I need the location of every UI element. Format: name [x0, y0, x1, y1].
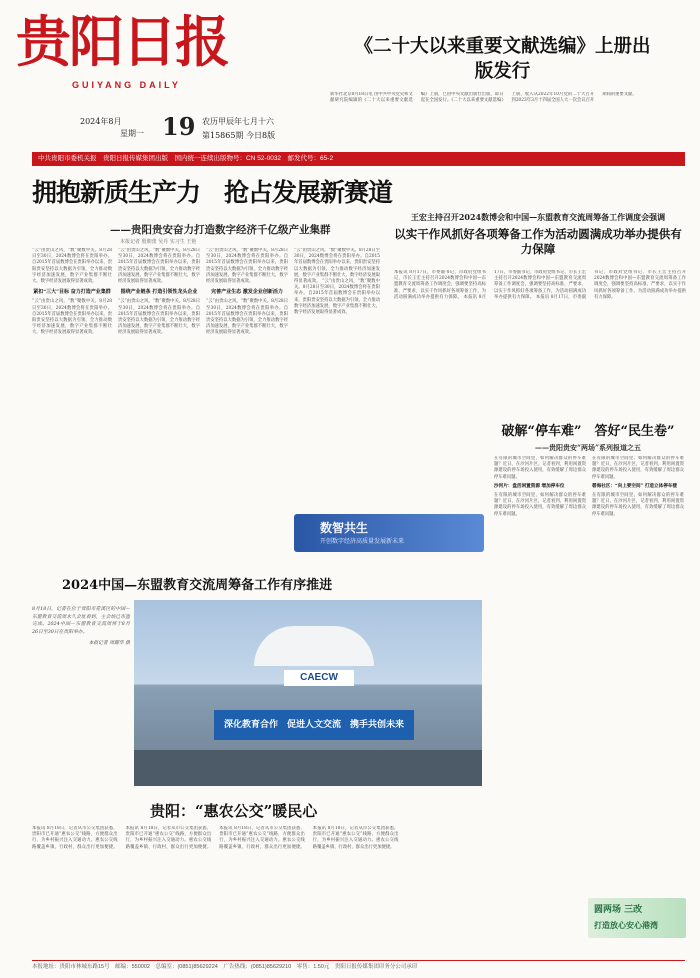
photo-news: [32, 566, 482, 790]
bottom-article-text-c: 本报讯 8月18日，记者从市公交集团获悉，贵阳市已开通“惠农公交”线路，方便群众出行，为乡村振兴注入交通动力。惠农公交线路覆盖乡镇、行政村，群众出行更加便捷。: [219, 826, 305, 850]
lead-section-2: 围绕产业链条 打造引领性龙头企业: [120, 289, 198, 296]
weekday: 星期一: [120, 129, 144, 138]
lead-body-3b: “云”由贵山之风，“数”聚数中关。8月28日至30日，2024数博会将在贵阳举办。自2015年首届数博会在贵阳举办以来，贵阳贵安坚持以大数据为引领，全力推动数字经济加速发展，数字产业集群不断壮大，数字经济发展取得显著成效。: [206, 299, 288, 336]
issue-number: 第15865期 今日8版: [202, 131, 276, 140]
campaign-banner: [588, 898, 686, 938]
campaign-banner-line1: 圆两场 三改: [594, 905, 643, 915]
right-article1-header: [392, 212, 684, 257]
bottom-article-header: [150, 800, 450, 821]
right-article2-section-1: 沙河片：盘活闲置资源 增加停车位: [494, 483, 565, 489]
right-article1-body: [394, 270, 686, 410]
event-sign-logo: CAECW: [284, 670, 354, 686]
photo-news-caption: [32, 606, 130, 746]
right-article2-section-2: 碧海社区：“向上要空间” 打造立体停车楼: [592, 483, 677, 489]
right-article2-col-1: [494, 456, 586, 776]
right-article1-kicker: 王宏主持召开2024数博会和中国—东盟教育交流周筹备工作调度会强调: [410, 212, 666, 222]
lead-col-2: [118, 248, 200, 548]
lead-body-2b: “云”由贵山之风，“数”聚数中关。8月28日至30日，2024数博会将在贵阳举办。自2015年首届数博会在贵阳举办以来，贵阳贵安坚持以大数据为引领，全力推动数字经济加速发展，数字产业集群不断壮大，数字经济发展取得显著成效。: [118, 299, 200, 336]
photo-credit: 本报记者 周耀华 摄: [88, 641, 130, 646]
lunar-date: 农历甲辰年七月十六: [202, 117, 274, 126]
masthead-pinyin: GUIYANG DAILY: [72, 80, 181, 90]
event-sign-slogan: 深化教育合作 促进人文交流 携手共创未来: [214, 710, 414, 740]
day-number: 19: [162, 112, 196, 141]
right-article2-text-2: 在有限的城市空间里，如何解决群众的停车难题？近日，在沙河片区，记者看到，利用闲置资源建设的停车场投入使用，有效缓解了周边群众停车难问题。: [592, 456, 684, 480]
right-article1-text-b: 本报讯 8月17日，市委副书记、市政府党组书记、市长王宏主持召开2024数博会和中国—东盟教育交流周筹备工作调度会，强调要坚持高标准、严要求，以实干作风抓好各项筹备工作，为活动圆满成功举办提供有力保障。: [463, 270, 586, 300]
lead-body-2: “云”由贵山之风，“数”聚数中关。8月28日至30日，2024数博会将在贵阳举办。自2015年首届数博会在贵阳举办以来，贵阳贵安坚持以大数据为引领，全力推动数字经济加速发展，数字产业集群不断壮大，数字经济发展取得显著成效。: [118, 248, 200, 285]
arch-structure: [254, 626, 374, 666]
promo-banner-title: 数智共生: [320, 521, 369, 535]
lead-title-block: [32, 178, 393, 207]
lead-col-1: [32, 248, 112, 548]
promo-banner-subtitle: 开创数字经济高质量发展新未来: [320, 538, 405, 545]
lead-body-4b: “云”由贵山之风，“数”聚数中关。8月28日至30日，2024数博会将在贵阳举办。自2015年首届数博会在贵阳举办以来，贵阳贵安坚持以大数据为引领，全力推动数字经济加速发展，数字产业集群不断壮大，数字经济发展取得显著成效。: [294, 279, 380, 316]
right-article2-text-1b: 在有限的城市空间里，如何解决群众的停车难题？近日，在沙河片区，记者看到，利用闲置资源建设的停车场投入使用，有效缓解了周边群众停车难问题。: [494, 493, 586, 517]
lead-body-4: “云”由贵山之风，“数”聚数中关。8月28日至30日，2024数博会将在贵阳举办。自2015年首届数博会在贵阳举办以来，贵阳贵安坚持以大数据为引领，全力推动数字经济加速发展，数字产业集群不断壮大，数字经济发展取得显著成效。: [294, 248, 380, 285]
lead-body-1: “云”由贵山之风，“数”聚数中关。8月28日至30日，2024数博会将在贵阳举办。自2015年首届数博会在贵阳举办以来，贵阳贵安坚持以大数据为引领，全力推动数字经济加速发展，数字产业集群不断壮大，数字经济发展取得显著成效。: [32, 248, 112, 285]
masthead: [14, 6, 238, 106]
right-article2-col-2: [592, 456, 684, 776]
bottom-article-text-b: 本报讯 8月18日，记者从市公交集团获悉，贵阳市已开通“惠农公交”线路，方便群众出行，为乡村振兴注入交通动力。惠农公交线路覆盖乡镇、行政村，群众出行更加便捷。: [125, 826, 212, 850]
event-photo: [134, 600, 482, 786]
lead-section-3: 完善产业生态 激发企业创新活力: [211, 289, 283, 296]
bottom-article-text-d: 本报讯 8月18日，记者从市公交集团获悉，贵阳市已开通“惠农公交”线路，方便群众出行，为乡村振兴注入交通动力。惠农公交线路覆盖乡镇、行政村，群众出行更加便捷。: [312, 826, 399, 850]
top-story-title: 《二十大以来重要文献选编》上册出版发行: [354, 36, 651, 82]
lead-col-3: [206, 248, 288, 548]
footer-text: 本报地址：贵阳市林城东路15号 邮编：550002 总编室：(0851)85629224 广告热线：(0851)85629210 零售：1.50元 贵阳日报传媒集团印务分公司承印: [32, 964, 418, 970]
right-article1-text-c: 本报讯 8月17日，市委副书记、市政府党组书记、市长王宏主持召开2024数博会和中国—东盟教育交流周筹备工作调度会，强调要坚持高标准、严要求，以实干作风抓好各项筹备工作，为活动圆满成功举办提供有力保障。: [535, 270, 686, 300]
top-story-title-block: [330, 34, 675, 84]
photo-ground: [134, 750, 482, 786]
date-block: [80, 114, 320, 148]
masthead-title: 贵阳日报: [16, 9, 229, 74]
lead-body-3: “云”由贵山之风，“数”聚数中关。8月28日至30日，2024数博会将在贵阳举办。自2015年首届数博会在贵阳举办以来，贵阳贵安坚持以大数据为引领，全力推动数字经济加速发展，数字产业集群不断壮大，数字经济发展取得显著成效。: [206, 248, 288, 285]
right-article2-text-1: 在有限的城市空间里，如何解决群众的停车难题？近日，在沙河片区，记者看到，利用闲置资源建设的停车场投入使用，有效缓解了周边群众停车难问题。: [494, 456, 586, 480]
bottom-article-title: 贵阳：“惠农公交”暖民心: [150, 802, 318, 820]
footer: [32, 960, 685, 972]
lead-title: 拥抱新质生产力 抢占发展新赛道: [32, 178, 393, 207]
lead-section-1: 紧扣“三大”目标 奋力打造产业集群: [33, 289, 111, 296]
bottom-article-body: [32, 826, 492, 956]
photo-caption-text: 8月18日，记者在位于贵阳市花溪区的中国—东盟教育交流周永久会址看到，主会场已布置完成。2024中国—东盟教育交流周将于8月26日至30日在贵阳举办。: [32, 607, 130, 635]
top-story-body: 新华社北京8月18日电 由中共中央党史和文献研究院编辑的《二十大以来重要文献选编》上册，已由中央文献出版社出版，即日起在全国发行。《二十大以来重要文献选编》上册，收入从2022年10月党的二十大召开到2023年3月十四届全国人大一次会议召开期间的重要文献。: [330, 92, 637, 104]
lead-byline: 本报记者 殷朝蕾 吴丹 实习生 王艳: [120, 239, 197, 245]
photo-news-title: 2024中国—东盟教育交流周筹备工作有序推进: [62, 578, 333, 593]
right-article1-title: 以实干作风抓好各项筹备工作为活动圆满成功举办提供有力保障: [394, 227, 682, 256]
right-article2-text-2b: 在有限的城市空间里，如何解决群众的停车难题？近日，在沙河片区，记者看到，利用闲置资源建设的停车场投入使用，有效缓解了周边群众停车难问题。: [592, 493, 684, 517]
info-bar: [32, 152, 685, 166]
lead-subtitle: ——贵阳贵安奋力打造数字经济千亿级产业集群: [110, 224, 331, 236]
lead-col-4: [294, 248, 380, 548]
right-article2-header: [492, 420, 684, 453]
promo-banner: [294, 514, 484, 552]
right-article2-title: 破解“停车难” 答好“民生卷”: [501, 424, 675, 439]
info-bar-text: 中共贵阳市委机关报 贵阳日报传媒集团出版 国内统一连续出版物号：CN 52-0032 邮发代号：65-2: [38, 155, 334, 162]
date-line: 2024年8月: [80, 117, 122, 126]
right-article1-text: 本报讯 8月17日，市委副书记、市政府党组书记、市长王宏主持召开2024数博会和中国—东盟教育交流周筹备工作调度会，强调要坚持高标准、严要求，以实干作风抓好各项筹备工作，为活动圆满成功举办提供有力保障。: [394, 270, 486, 300]
bottom-article-text: 本报讯 8月18日，记者从市公交集团获悉，贵阳市已开通“惠农公交”线路，方便群众出行，为乡村振兴注入交通动力。惠农公交线路覆盖乡镇、行政村，群众出行更加便捷。: [32, 826, 118, 850]
right-article2-subtitle: ——贵阳贵安“两场”系列报道之五: [534, 443, 642, 452]
lead-body-1b: “云”由贵山之风，“数”聚数中关。8月28日至30日，2024数博会将在贵阳举办。自2015年首届数博会在贵阳举办以来，贵阳贵安坚持以大数据为引领，全力推动数字经济加速发展，数字产业集群不断壮大，数字经济发展取得显著成效。: [32, 299, 112, 336]
campaign-banner-line2: 打造放心安心港湾: [594, 920, 658, 930]
